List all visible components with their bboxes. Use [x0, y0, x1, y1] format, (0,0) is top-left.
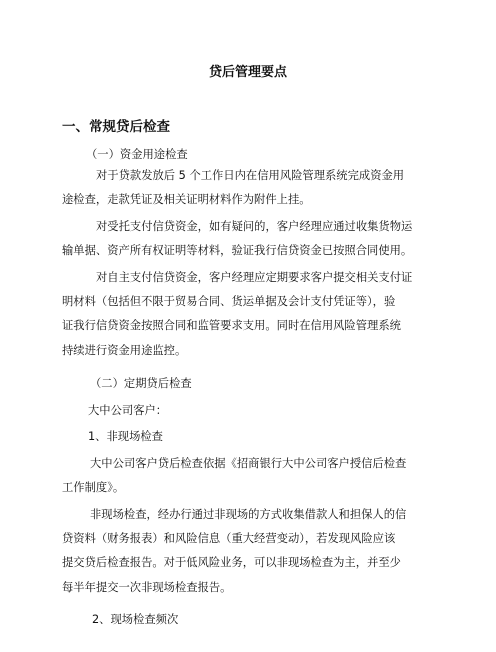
item-heading-text: 1、非现场检查 — [88, 430, 163, 443]
paragraph-line: 持续进行资金用途监控。 — [62, 343, 187, 357]
item-heading-text: 2、现场检查频次 — [92, 613, 179, 626]
paragraph — [62, 266, 434, 363]
document-title: 贷后管理要点 — [208, 65, 287, 80]
paragraph-line: 对自主支付信贷资金，客户经理应定期要求客户提交相关支付证 — [96, 271, 413, 284]
paragraph-line: 对于贷款发放后 5 个工作日内在信用风险管理系统完成资金用 — [96, 169, 405, 182]
client-type-label — [62, 399, 434, 423]
paragraph-line: 证我行信贷资金按照合同和监管要求支用。同时在信用风险管理系统 — [62, 319, 401, 333]
item-heading — [62, 608, 434, 632]
subsection-heading-text: （二）定期贷后检查 — [90, 377, 192, 390]
paragraph-line: 大中公司客户贷后检查依据《招商银行大中公司客户授信后检查 — [90, 457, 407, 470]
paragraph — [62, 452, 434, 500]
paragraph-line: 输单据、资产所有权证明等材料，验证我行信贷资金已按照合同使用。 — [62, 244, 413, 258]
paragraph-line: 提交贷后检查报告。对于低风险业务，可以非现场检查为主，并至少 — [62, 556, 401, 570]
subsection-heading — [62, 372, 434, 396]
paragraph-line: 工作制度》。 — [62, 481, 125, 495]
paragraph — [62, 215, 434, 263]
paragraph-line: 贷资料（财务报表）和风险信息（重大经营变动），若发现风险应该 — [62, 532, 396, 546]
paragraph-line: 途检查，走款凭证及相关证明材料作为附件上挂。 — [62, 193, 311, 207]
paragraph-line: 每半年提交一次非现场检查报告。 — [62, 580, 232, 594]
client-type-text: 大中公司客户： — [88, 404, 168, 417]
paragraph-line: 明材料（包括但不限于贸易合同、货运单据及会计支付凭证等），验 — [62, 295, 396, 309]
subsection-heading-text: （一）资金用途检查 — [86, 148, 188, 161]
item-heading — [62, 425, 434, 449]
paragraph — [62, 164, 434, 212]
paragraph-line: 非现场检查，经办行通过非现场的方式收集借款人和担保人的信 — [90, 508, 407, 521]
paragraph — [62, 503, 434, 600]
section-heading: 一、常规贷后检查 — [62, 119, 170, 135]
paragraph-line: 对受托支付信贷资金，如有疑问的，客户经理应通过收集货物运 — [96, 220, 413, 233]
